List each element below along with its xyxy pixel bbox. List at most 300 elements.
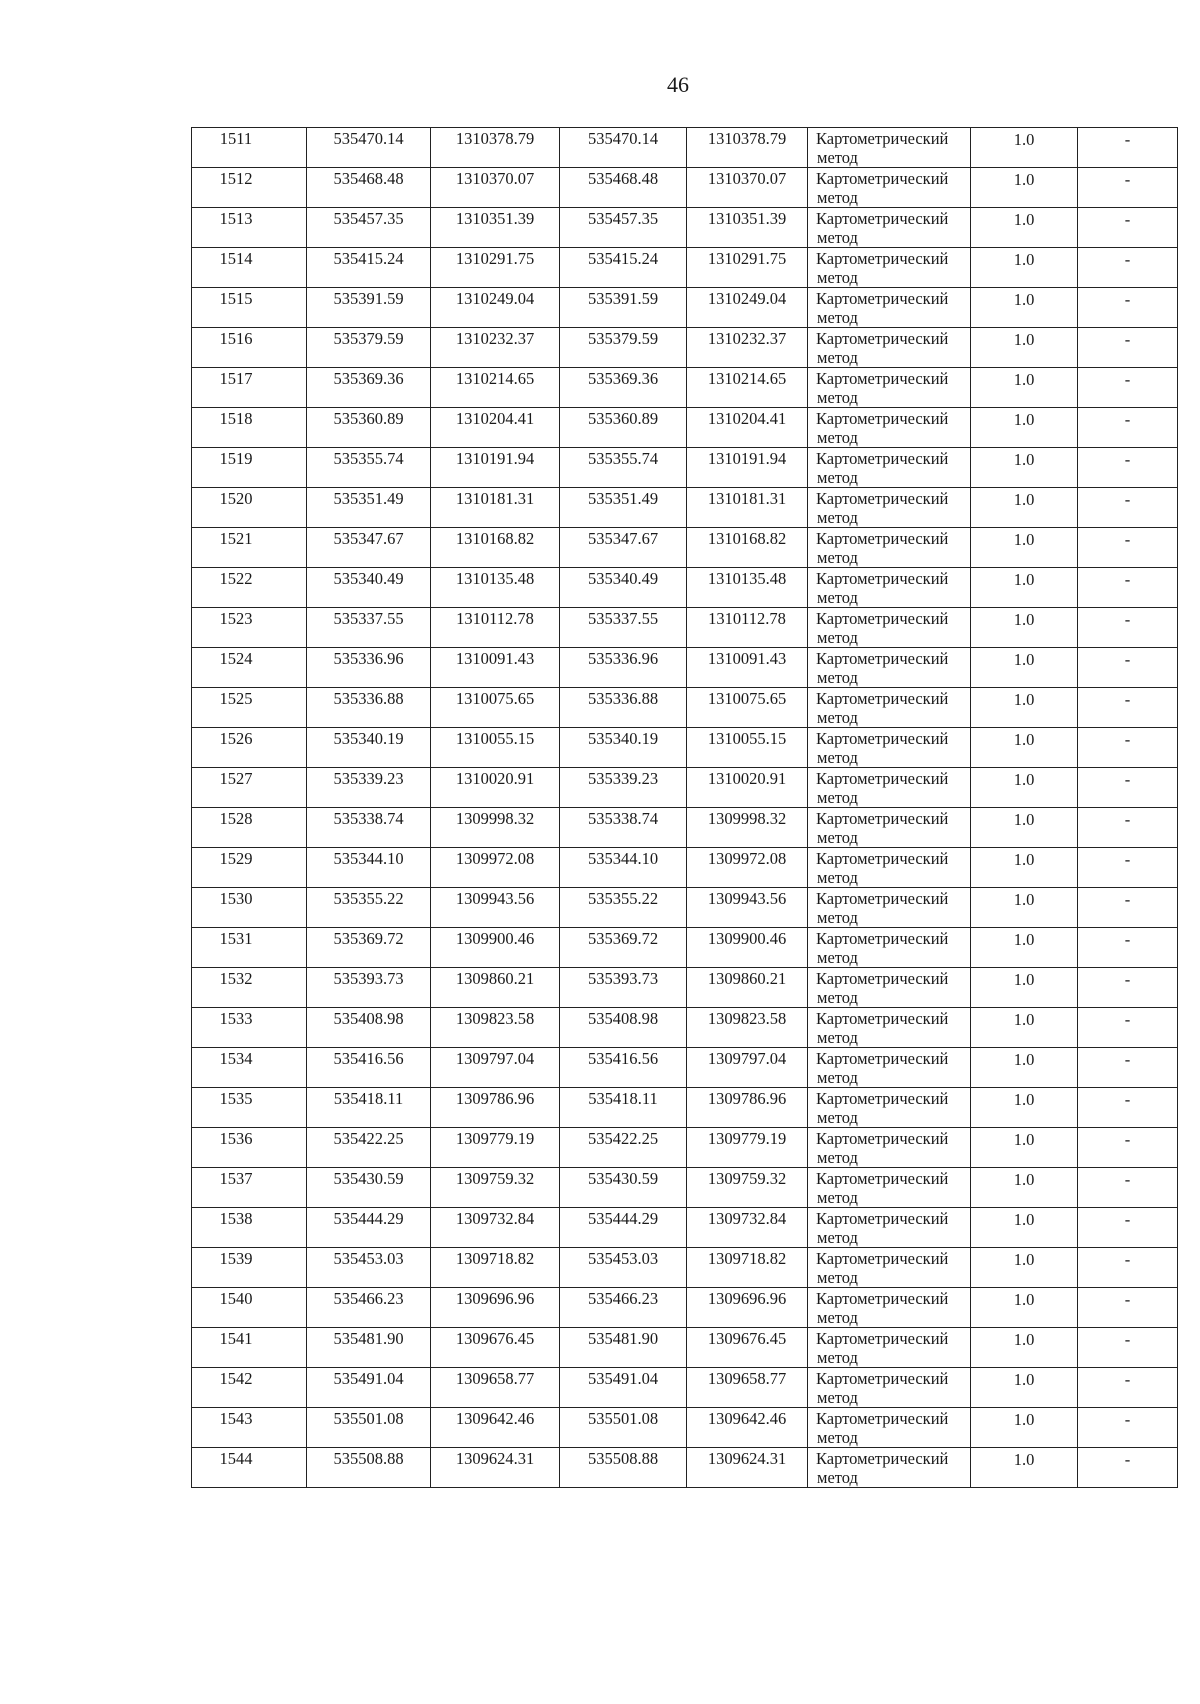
new-x-cell: 535466.23	[560, 1288, 687, 1328]
existing-x-cell: 535416.56	[307, 1048, 431, 1088]
point-number-cell: 1515	[192, 288, 307, 328]
table-row	[192, 1448, 1178, 1488]
accuracy-cell: 1.0	[971, 928, 1078, 968]
description-cell: -	[1078, 1048, 1178, 1088]
point-number-cell: 1529	[192, 848, 307, 888]
point-number-cell: 1523	[192, 608, 307, 648]
accuracy-cell: 1.0	[971, 208, 1078, 248]
method-text: Картометрический	[816, 1289, 949, 1308]
accuracy-cell: 1.0	[971, 1208, 1078, 1248]
description-cell: -	[1078, 608, 1178, 648]
method-text: Картометрический	[816, 449, 949, 468]
description-cell: -	[1078, 888, 1178, 928]
method-cell	[808, 528, 971, 568]
new-y-cell: 1309732.84	[687, 1208, 808, 1248]
method-text: Картометрический	[816, 929, 949, 948]
description-cell: -	[1078, 328, 1178, 368]
table-row	[192, 848, 1178, 888]
existing-x-cell: 535379.59	[307, 328, 431, 368]
method-text-continued: метод	[817, 788, 858, 807]
method-text-continued: метод	[817, 348, 858, 367]
method-cell	[808, 488, 971, 528]
description-cell: -	[1078, 928, 1178, 968]
point-number-cell: 1537	[192, 1168, 307, 1208]
existing-x-cell: 535415.24	[307, 248, 431, 288]
new-y-cell: 1310232.37	[687, 328, 808, 368]
method-text: Картометрический	[816, 969, 949, 988]
method-text: Картометрический	[816, 849, 949, 868]
description-cell: -	[1078, 128, 1178, 168]
method-text: Картометрический	[816, 609, 949, 628]
accuracy-cell: 1.0	[971, 248, 1078, 288]
description-cell: -	[1078, 1208, 1178, 1248]
method-cell	[808, 1408, 971, 1448]
method-cell	[808, 768, 971, 808]
existing-x-cell: 535393.73	[307, 968, 431, 1008]
table-row	[192, 288, 1178, 328]
method-text: Картометрический	[816, 1449, 949, 1468]
method-cell	[808, 1328, 971, 1368]
new-x-cell: 535344.10	[560, 848, 687, 888]
method-text-continued: метод	[817, 388, 858, 407]
existing-x-cell: 535369.36	[307, 368, 431, 408]
point-number-cell: 1522	[192, 568, 307, 608]
table-body	[192, 128, 1178, 1488]
point-number-cell: 1538	[192, 1208, 307, 1248]
accuracy-cell: 1.0	[971, 1008, 1078, 1048]
accuracy-cell: 1.0	[971, 1408, 1078, 1448]
new-y-cell: 1310378.79	[687, 128, 808, 168]
description-cell: -	[1078, 1288, 1178, 1328]
point-number-cell: 1524	[192, 648, 307, 688]
new-x-cell: 535369.72	[560, 928, 687, 968]
existing-y-cell: 1310020.91	[431, 768, 560, 808]
new-x-cell: 535351.49	[560, 488, 687, 528]
method-text: Картометрический	[816, 1049, 949, 1068]
existing-x-cell: 535355.74	[307, 448, 431, 488]
new-y-cell: 1310091.43	[687, 648, 808, 688]
description-cell: -	[1078, 1448, 1178, 1488]
existing-y-cell: 1309624.31	[431, 1448, 560, 1488]
existing-x-cell: 535481.90	[307, 1328, 431, 1368]
existing-y-cell: 1309779.19	[431, 1128, 560, 1168]
new-y-cell: 1310075.65	[687, 688, 808, 728]
accuracy-cell: 1.0	[971, 768, 1078, 808]
method-text: Картометрический	[816, 489, 949, 508]
existing-y-cell: 1309642.46	[431, 1408, 560, 1448]
table-row	[192, 1248, 1178, 1288]
method-text-continued: метод	[817, 1148, 858, 1167]
method-text: Картометрический	[816, 209, 949, 228]
existing-y-cell: 1310351.39	[431, 208, 560, 248]
table-row	[192, 968, 1178, 1008]
method-text: Картометрический	[816, 1329, 949, 1348]
existing-x-cell: 535347.67	[307, 528, 431, 568]
existing-x-cell: 535470.14	[307, 128, 431, 168]
method-text: Картометрический	[816, 889, 949, 908]
existing-y-cell: 1310112.78	[431, 608, 560, 648]
new-x-cell: 535418.11	[560, 1088, 687, 1128]
method-cell	[808, 648, 971, 688]
new-y-cell: 1310112.78	[687, 608, 808, 648]
method-text-continued: метод	[817, 1268, 858, 1287]
new-x-cell: 535379.59	[560, 328, 687, 368]
table-row	[192, 1008, 1178, 1048]
table-row	[192, 528, 1178, 568]
point-number-cell: 1519	[192, 448, 307, 488]
description-cell: -	[1078, 1008, 1178, 1048]
existing-x-cell: 535391.59	[307, 288, 431, 328]
new-x-cell: 535468.48	[560, 168, 687, 208]
point-number-cell: 1536	[192, 1128, 307, 1168]
new-x-cell: 535355.22	[560, 888, 687, 928]
existing-y-cell: 1309732.84	[431, 1208, 560, 1248]
new-x-cell: 535336.96	[560, 648, 687, 688]
point-number-cell: 1517	[192, 368, 307, 408]
existing-y-cell: 1310055.15	[431, 728, 560, 768]
description-cell: -	[1078, 1408, 1178, 1448]
method-cell	[808, 968, 971, 1008]
existing-x-cell: 535339.23	[307, 768, 431, 808]
accuracy-cell: 1.0	[971, 288, 1078, 328]
new-y-cell: 1310370.07	[687, 168, 808, 208]
point-number-cell: 1520	[192, 488, 307, 528]
method-cell	[808, 1088, 971, 1128]
existing-y-cell: 1310249.04	[431, 288, 560, 328]
new-y-cell: 1310291.75	[687, 248, 808, 288]
point-number-cell: 1518	[192, 408, 307, 448]
point-number-cell: 1511	[192, 128, 307, 168]
table-row	[192, 568, 1178, 608]
accuracy-cell: 1.0	[971, 448, 1078, 488]
method-text-continued: метод	[817, 148, 858, 167]
accuracy-cell: 1.0	[971, 488, 1078, 528]
point-number-cell: 1542	[192, 1368, 307, 1408]
table-row	[192, 1048, 1178, 1088]
accuracy-cell: 1.0	[971, 968, 1078, 1008]
description-cell: -	[1078, 648, 1178, 688]
method-text: Картометрический	[816, 329, 949, 348]
new-y-cell: 1309900.46	[687, 928, 808, 968]
accuracy-cell: 1.0	[971, 528, 1078, 568]
existing-x-cell: 535340.19	[307, 728, 431, 768]
method-text: Картометрический	[816, 729, 949, 748]
point-number-cell: 1544	[192, 1448, 307, 1488]
method-cell	[808, 168, 971, 208]
new-x-cell: 535422.25	[560, 1128, 687, 1168]
accuracy-cell: 1.0	[971, 1168, 1078, 1208]
method-text: Картометрический	[816, 409, 949, 428]
existing-y-cell: 1310378.79	[431, 128, 560, 168]
new-y-cell: 1310020.91	[687, 768, 808, 808]
table-row	[192, 888, 1178, 928]
method-text-continued: метод	[817, 588, 858, 607]
accuracy-cell: 1.0	[971, 608, 1078, 648]
description-cell: -	[1078, 448, 1178, 488]
point-number-cell: 1527	[192, 768, 307, 808]
accuracy-cell: 1.0	[971, 728, 1078, 768]
new-x-cell: 535355.74	[560, 448, 687, 488]
method-text-continued: метод	[817, 668, 858, 687]
new-x-cell: 535444.29	[560, 1208, 687, 1248]
method-text-continued: метод	[817, 1108, 858, 1127]
accuracy-cell: 1.0	[971, 1368, 1078, 1408]
new-y-cell: 1310204.41	[687, 408, 808, 448]
new-y-cell: 1309718.82	[687, 1248, 808, 1288]
point-number-cell: 1541	[192, 1328, 307, 1368]
method-text: Картометрический	[816, 1009, 949, 1028]
method-text-continued: метод	[817, 268, 858, 287]
new-y-cell: 1309759.32	[687, 1168, 808, 1208]
existing-y-cell: 1310168.82	[431, 528, 560, 568]
accuracy-cell: 1.0	[971, 1128, 1078, 1168]
description-cell: -	[1078, 968, 1178, 1008]
accuracy-cell: 1.0	[971, 408, 1078, 448]
description-cell: -	[1078, 808, 1178, 848]
new-y-cell: 1310214.65	[687, 368, 808, 408]
description-cell: -	[1078, 848, 1178, 888]
method-cell	[808, 1448, 971, 1488]
existing-x-cell: 535340.49	[307, 568, 431, 608]
existing-x-cell: 535336.96	[307, 648, 431, 688]
method-text-continued: метод	[817, 1348, 858, 1367]
description-cell: -	[1078, 288, 1178, 328]
accuracy-cell: 1.0	[971, 688, 1078, 728]
table-row	[192, 168, 1178, 208]
existing-x-cell: 535466.23	[307, 1288, 431, 1328]
existing-x-cell: 535422.25	[307, 1128, 431, 1168]
method-cell	[808, 888, 971, 928]
method-cell	[808, 448, 971, 488]
existing-y-cell: 1309676.45	[431, 1328, 560, 1368]
point-number-cell: 1543	[192, 1408, 307, 1448]
existing-x-cell: 535491.04	[307, 1368, 431, 1408]
existing-x-cell: 535369.72	[307, 928, 431, 968]
point-number-cell: 1525	[192, 688, 307, 728]
existing-x-cell: 535408.98	[307, 1008, 431, 1048]
method-cell	[808, 408, 971, 448]
existing-y-cell: 1310091.43	[431, 648, 560, 688]
accuracy-cell: 1.0	[971, 328, 1078, 368]
method-cell	[808, 328, 971, 368]
method-text-continued: метод	[817, 188, 858, 207]
table-row	[192, 1328, 1178, 1368]
method-cell	[808, 1208, 971, 1248]
method-text-continued: метод	[817, 308, 858, 327]
new-x-cell: 535416.56	[560, 1048, 687, 1088]
method-cell	[808, 1288, 971, 1328]
point-number-cell: 1530	[192, 888, 307, 928]
method-text: Картометрический	[816, 289, 949, 308]
new-x-cell: 535408.98	[560, 1008, 687, 1048]
new-x-cell: 535393.73	[560, 968, 687, 1008]
existing-x-cell: 535418.11	[307, 1088, 431, 1128]
method-cell	[808, 728, 971, 768]
accuracy-cell: 1.0	[971, 568, 1078, 608]
method-text-continued: метод	[817, 628, 858, 647]
method-text-continued: метод	[817, 908, 858, 927]
point-number-cell: 1539	[192, 1248, 307, 1288]
table-row	[192, 248, 1178, 288]
accuracy-cell: 1.0	[971, 1328, 1078, 1368]
method-cell	[808, 1008, 971, 1048]
method-text-continued: метод	[817, 868, 858, 887]
method-text-continued: метод	[817, 548, 858, 567]
new-x-cell: 535339.23	[560, 768, 687, 808]
method-text: Картометрический	[816, 1129, 949, 1148]
new-y-cell: 1310191.94	[687, 448, 808, 488]
new-y-cell: 1309676.45	[687, 1328, 808, 1368]
new-y-cell: 1310249.04	[687, 288, 808, 328]
existing-x-cell: 535360.89	[307, 408, 431, 448]
accuracy-cell: 1.0	[971, 1448, 1078, 1488]
method-cell	[808, 568, 971, 608]
new-x-cell: 535369.36	[560, 368, 687, 408]
point-number-cell: 1532	[192, 968, 307, 1008]
existing-y-cell: 1309797.04	[431, 1048, 560, 1088]
new-y-cell: 1309624.31	[687, 1448, 808, 1488]
method-cell	[808, 808, 971, 848]
description-cell: -	[1078, 768, 1178, 808]
method-text-continued: метод	[817, 1068, 858, 1087]
method-text-continued: метод	[817, 1028, 858, 1047]
description-cell: -	[1078, 208, 1178, 248]
table-row	[192, 328, 1178, 368]
existing-y-cell: 1309759.32	[431, 1168, 560, 1208]
point-number-cell: 1531	[192, 928, 307, 968]
table-row	[192, 1088, 1178, 1128]
existing-x-cell: 535508.88	[307, 1448, 431, 1488]
table-row	[192, 1168, 1178, 1208]
point-number-cell: 1521	[192, 528, 307, 568]
point-number-cell: 1534	[192, 1048, 307, 1088]
table-row	[192, 768, 1178, 808]
method-text-continued: метод	[817, 228, 858, 247]
table-row	[192, 1408, 1178, 1448]
method-cell	[808, 1248, 971, 1288]
new-x-cell: 535508.88	[560, 1448, 687, 1488]
existing-y-cell: 1310232.37	[431, 328, 560, 368]
method-text: Картометрический	[816, 1369, 949, 1388]
new-x-cell: 535338.74	[560, 808, 687, 848]
method-text: Картометрический	[816, 769, 949, 788]
page-number: 46	[667, 72, 689, 97]
existing-y-cell: 1309696.96	[431, 1288, 560, 1328]
method-text: Картометрический	[816, 1169, 949, 1188]
method-text-continued: метод	[817, 988, 858, 1007]
new-x-cell: 535481.90	[560, 1328, 687, 1368]
new-y-cell: 1309779.19	[687, 1128, 808, 1168]
new-x-cell: 535430.59	[560, 1168, 687, 1208]
new-y-cell: 1309696.96	[687, 1288, 808, 1328]
accuracy-cell: 1.0	[971, 128, 1078, 168]
method-cell	[808, 1048, 971, 1088]
method-text: Картометрический	[816, 689, 949, 708]
new-x-cell: 535457.35	[560, 208, 687, 248]
existing-y-cell: 1310214.65	[431, 368, 560, 408]
table-row	[192, 208, 1178, 248]
description-cell: -	[1078, 1248, 1178, 1288]
existing-y-cell: 1310181.31	[431, 488, 560, 528]
accuracy-cell: 1.0	[971, 848, 1078, 888]
point-number-cell: 1528	[192, 808, 307, 848]
description-cell: -	[1078, 1328, 1178, 1368]
method-text: Картометрический	[816, 249, 949, 268]
new-y-cell: 1309786.96	[687, 1088, 808, 1128]
new-y-cell: 1309972.08	[687, 848, 808, 888]
new-x-cell: 535491.04	[560, 1368, 687, 1408]
table-row	[192, 128, 1178, 168]
existing-y-cell: 1309718.82	[431, 1248, 560, 1288]
method-text-continued: метод	[817, 948, 858, 967]
description-cell: -	[1078, 368, 1178, 408]
point-number-cell: 1535	[192, 1088, 307, 1128]
description-cell: -	[1078, 1128, 1178, 1168]
table-row	[192, 1368, 1178, 1408]
existing-x-cell: 535344.10	[307, 848, 431, 888]
existing-x-cell: 535337.55	[307, 608, 431, 648]
accuracy-cell: 1.0	[971, 1048, 1078, 1088]
table-row	[192, 648, 1178, 688]
method-cell	[808, 368, 971, 408]
existing-x-cell: 535338.74	[307, 808, 431, 848]
description-cell: -	[1078, 528, 1178, 568]
point-number-cell: 1516	[192, 328, 307, 368]
table-row	[192, 808, 1178, 848]
table-row	[192, 448, 1178, 488]
method-cell	[808, 128, 971, 168]
new-y-cell: 1309642.46	[687, 1408, 808, 1448]
method-text-continued: метод	[817, 708, 858, 727]
new-x-cell: 535470.14	[560, 128, 687, 168]
method-text-continued: метод	[817, 1228, 858, 1247]
new-y-cell: 1310181.31	[687, 488, 808, 528]
existing-y-cell: 1309786.96	[431, 1088, 560, 1128]
description-cell: -	[1078, 568, 1178, 608]
description-cell: -	[1078, 688, 1178, 728]
method-text-continued: метод	[817, 748, 858, 767]
method-text: Картометрический	[816, 129, 949, 148]
new-x-cell: 535340.49	[560, 568, 687, 608]
method-cell	[808, 288, 971, 328]
description-cell: -	[1078, 248, 1178, 288]
method-text-continued: метод	[817, 828, 858, 847]
method-cell	[808, 1368, 971, 1408]
existing-x-cell: 535351.49	[307, 488, 431, 528]
existing-y-cell: 1310191.94	[431, 448, 560, 488]
existing-y-cell: 1309998.32	[431, 808, 560, 848]
method-text-continued: метод	[817, 508, 858, 527]
new-y-cell: 1310135.48	[687, 568, 808, 608]
point-number-cell: 1526	[192, 728, 307, 768]
new-y-cell: 1310351.39	[687, 208, 808, 248]
new-x-cell: 535415.24	[560, 248, 687, 288]
existing-y-cell: 1310204.41	[431, 408, 560, 448]
table-row	[192, 1128, 1178, 1168]
table-row	[192, 408, 1178, 448]
existing-y-cell: 1309860.21	[431, 968, 560, 1008]
method-cell	[808, 1128, 971, 1168]
point-number-cell: 1533	[192, 1008, 307, 1048]
method-text: Картометрический	[816, 169, 949, 188]
method-cell	[808, 608, 971, 648]
existing-y-cell: 1310135.48	[431, 568, 560, 608]
method-text-continued: метод	[817, 1188, 858, 1207]
new-x-cell: 535337.55	[560, 608, 687, 648]
existing-y-cell: 1310370.07	[431, 168, 560, 208]
existing-y-cell: 1309972.08	[431, 848, 560, 888]
new-x-cell: 535336.88	[560, 688, 687, 728]
